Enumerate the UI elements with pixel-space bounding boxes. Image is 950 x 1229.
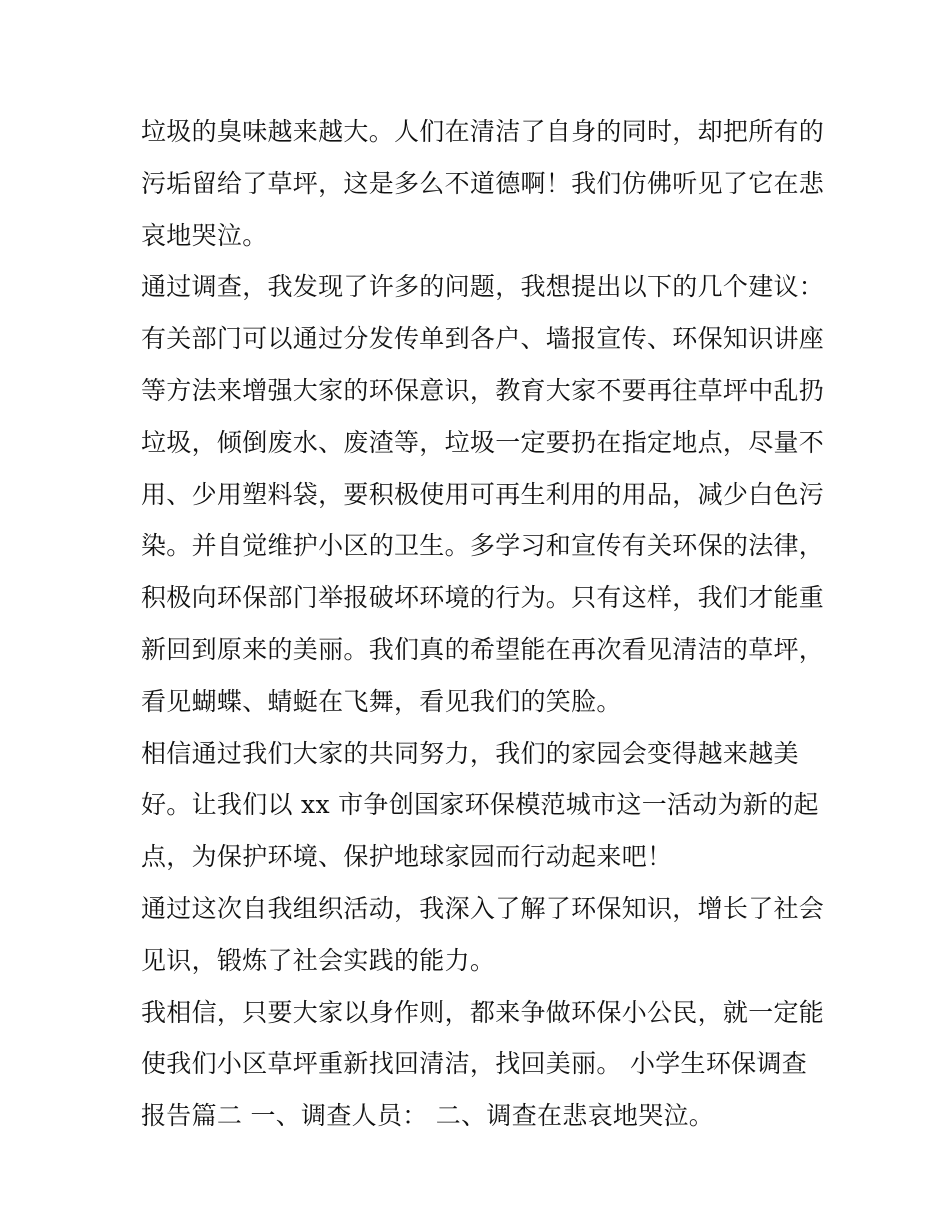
text-line: 垃圾，倾倒废水、废渣等，垃圾一定要扔在指定地点，尽量不: [141, 427, 825, 457]
text-line: 使我们小区草坪重新找回清洁，找回美丽。 小学生环保调查: [141, 1049, 808, 1079]
text-line: 污垢留给了草坪，这是多么不道德啊！我们仿佛听见了它在悲: [141, 168, 825, 198]
text-line: 通过这次自我组织活动，我深入了解了环保知识，增长了社会: [141, 893, 825, 923]
text-line: 见识，锻炼了社会实践的能力。: [141, 945, 496, 975]
text-line: 点，为保护环境、保护地球家园而行动起来吧！: [141, 842, 673, 872]
text-line: 好。让我们以 xx 市争创国家环保模范城市这一活动为新的起: [141, 790, 819, 820]
text-line: 看见蝴蝶、蜻蜓在飞舞，看见我们的笑脸。: [141, 686, 622, 716]
text-line: 哀地哭泣。: [141, 220, 268, 250]
text-line: 染。并自觉维护小区的卫生。多学习和宣传有关环保的法律，: [141, 531, 825, 561]
text-line: 垃圾的臭味越来越大。人们在清洁了自身的同时，却把所有的: [141, 117, 825, 146]
document-body: [141, 106, 825, 1142]
text-line: 通过调查，我发现了许多的问题，我想提出以下的几个建议：: [141, 272, 825, 302]
text-line: 等方法来增强大家的环保意识，教育大家不要再往草坪中乱扔: [141, 375, 825, 405]
text-line: 积极向环保部门举报破坏环境的行为。只有这样，我们才能重: [141, 583, 825, 613]
text-line: 用、少用塑料袋，要积极使用可再生利用的用品，减少白色污: [141, 479, 825, 509]
text-line: 有关部门可以通过分发传单到各户、墙报宣传、环保知识讲座: [141, 324, 825, 354]
text-line: 相信通过我们大家的共同努力，我们的家园会变得越来越美: [141, 738, 799, 768]
text-line: 报告篇二 一、调查人员： 二、调查在悲哀地哭泣。: [141, 1101, 715, 1131]
text-line: 我相信，只要大家以身作则，都来争做环保小公民，就一定能: [141, 997, 825, 1027]
text-line: 新回到原来的美丽。我们真的希望能在再次看见清洁的草坪，: [141, 634, 825, 664]
